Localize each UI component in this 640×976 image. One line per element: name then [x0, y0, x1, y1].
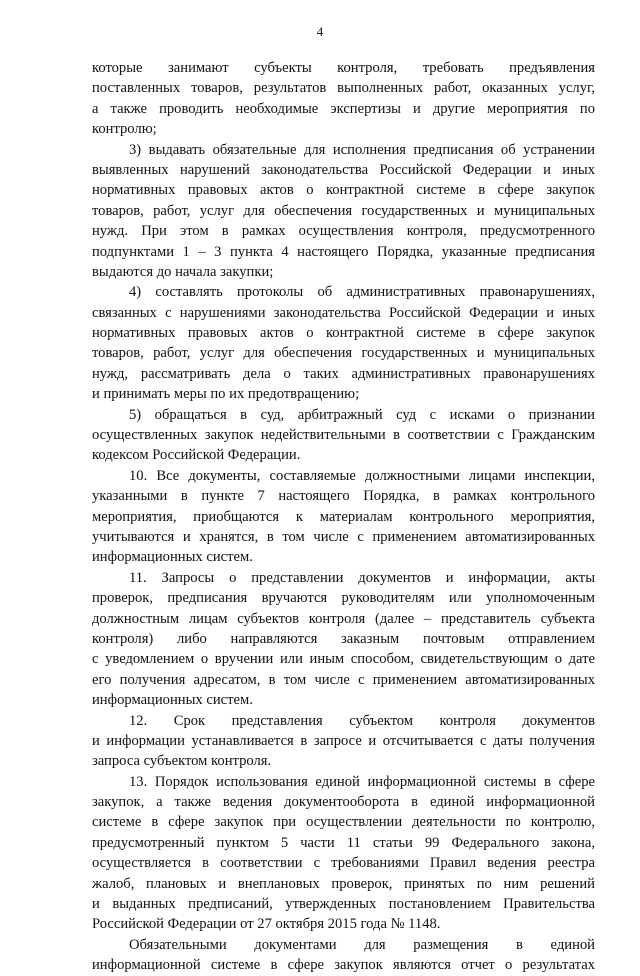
text-line: Обязательными документами для размещения в единой [129, 936, 595, 953]
text-line: 3) выдавать обязательные для исполнения предписания об устранении [129, 141, 595, 158]
text-line: проверок, предписания вручаются руководителям или уполномоченным [92, 590, 595, 607]
paragraph [92, 711, 595, 772]
paragraph [92, 466, 595, 568]
paragraph [92, 282, 595, 404]
text-line: 10. Все документы, составляемые должностными лицами инспекции, [129, 467, 595, 484]
text-line: осуществленных закупок недействительными в соответствии с Гражданским [92, 427, 595, 444]
text-line: указанными в пункте 7 настоящего Порядка, в рамках контрольного [92, 488, 595, 505]
text-line: Российской Федерации от 27 октября 2015 года № 1148. [92, 916, 441, 933]
text-line: и выданных предписаний, утвержденных постановлением Правительства [92, 896, 595, 913]
text-line: и информации устанавливается в запросе и отсчитывается с даты получения [92, 732, 595, 749]
text-line: товаров, работ, услуг для обеспечения государственных и муниципальных [92, 202, 595, 219]
text-line: нужд, рассматривать дела о таких административных правонарушениях [92, 365, 595, 382]
text-line: предусмотренный пунктом 5 части 11 статьи 99 Федерального закона, [92, 834, 595, 851]
text-line: учитываются и хранятся, в том числе с применением автоматизированных [92, 528, 595, 545]
document-body [92, 58, 595, 976]
paragraph [92, 140, 595, 283]
paragraph [92, 772, 595, 935]
text-line: выдаются до начала закупки; [92, 263, 274, 280]
text-line: 12. Срок представления субъектом контроля документов [129, 712, 595, 729]
text-line: и принимать меры по их предотвращению; [92, 386, 360, 403]
text-line: контроля) либо направляются заказным почтовым отправлением [92, 630, 595, 647]
text-line: его получения адресатом, в том числе с применением автоматизированных [92, 671, 595, 688]
paragraph [92, 568, 595, 711]
text-line: связанных с нарушениями законодательства Российской Федерации и иных [92, 304, 595, 321]
text-line: подпунктами 1 – 3 пункта 4 настоящего Порядка, указанные предписания [92, 243, 595, 260]
text-line: должностным лицам субъектов контроля (далее – представитель субъекта [92, 610, 595, 627]
text-line: которые занимают субъекты контроля, требовать предъявления [92, 60, 595, 76]
text-line: поставленных товаров, результатов выполненных работ, оказанных услуг, [92, 80, 595, 97]
paragraph [92, 58, 595, 140]
paragraph [92, 405, 595, 466]
text-line: осуществляется в соответствии с требованиями Правил ведения реестра [92, 855, 595, 872]
text-line: информационных систем. [92, 692, 253, 709]
text-line: информационных систем. [92, 549, 253, 566]
text-line: запроса субъектом контроля. [92, 753, 272, 770]
text-line: информационной системе в сфере закупок являются отчет о результатах [92, 957, 595, 974]
text-line: 4) составлять протоколы об административных правонарушениях, [129, 284, 595, 301]
text-line: жалоб, плановых и внеплановых проверок, принятых по ним решений [92, 875, 595, 892]
text-line: с уведомлением о вручении или иным способом, свидетельствующим о дате [92, 651, 595, 668]
text-line: кодексом Российской Федерации. [92, 447, 301, 464]
text-line: 5) обращаться в суд, арбитражный суд с исками о признании [129, 406, 595, 423]
text-line: мероприятия, приобщаются к материалам контрольного мероприятия, [92, 508, 595, 525]
page-number: 4 [316, 24, 324, 39]
text-line: нужд. При этом в рамках осуществления контроля, предусмотренного [92, 223, 595, 240]
text-line: выявленных нарушений законодательства Российской Федерации и иных [92, 161, 595, 178]
text-line: закупок, а также ведения документооборота в единой информационной [92, 794, 595, 811]
text-line: системе в сфере закупок при осуществлении деятельности по контролю, [92, 814, 595, 831]
text-line: товаров, работ, услуг для обеспечения государственных и муниципальных [92, 345, 595, 362]
text-line: нормативных правовых актов о контрактной системе в сфере закупок [92, 325, 595, 342]
text-line: 11. Запросы о представлении документов и информации, акты [129, 569, 595, 586]
text-line: а также проводить необходимые экспертизы и другие мероприятия по [92, 100, 595, 117]
paragraph [92, 935, 595, 976]
text-line: нормативных правовых актов о контрактной системе в сфере закупок [92, 182, 595, 199]
text-line: контролю; [92, 121, 157, 138]
text-line: 13. Порядок использования единой информационной системы в сфере [129, 773, 595, 790]
